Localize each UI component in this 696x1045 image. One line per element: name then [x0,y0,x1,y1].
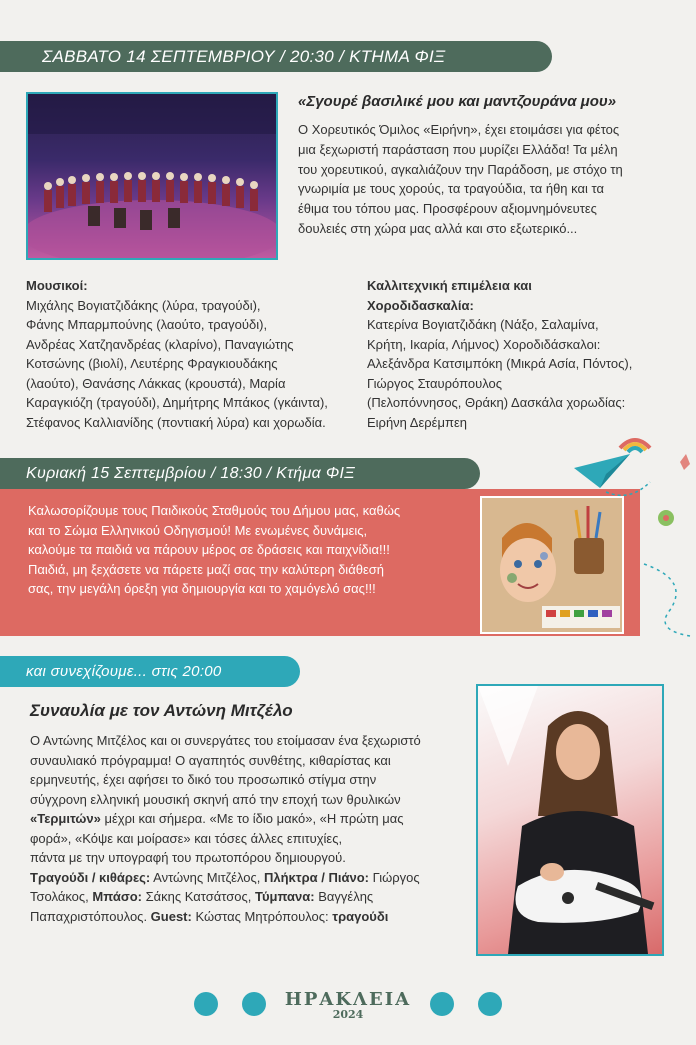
credit-label: Τύμπανα: [254,889,315,904]
event2-line: Παιδιά, μη ξεχάσετε να πάρετε μαζί σας την καλύτερη διάθεσή [28,561,384,577]
artistic-heading-line2: Χοροδιδασκαλία: [367,297,474,313]
credits-line-3 [30,907,462,927]
event2-line: σας, την μεγάλη όρεξη για δημιουργία και το χαμόγελό σας!!! [28,581,376,596]
paper-plane-rainbow-decoration [570,432,696,542]
credit-label: Μπάσο: [92,889,142,904]
artistic-line: Κατερίνα Βογιατζιδάκη (Νάξο, Σαλαμίνα, [367,317,599,332]
musicians-heading: Μουσικοί: [26,278,88,293]
event1-date-text: ΣΑΒΒΑΤΟ 14 ΣΕΠΤΕΜΒΡΙΟΥ / 20:30 / ΚΤΗΜΑ ΦΙΞ [42,46,446,66]
event1-line: έθιμα του τόπου μας. Προσφέρουν αξιομνημόνευτες [298,201,597,217]
artistic-line: Γιώργος Σταυρόπουλος [367,375,502,391]
artistic-line: Ειρήνη Δερέμπεη [367,414,467,430]
musicians-column [26,276,360,432]
event1-line: μια ξεχωριστή παράσταση που μυρίζει Ελλάδα! Τα μέλη [298,141,618,157]
event1-line: του χορευτικού, αγκαλιάζουν την Παράδοση, με στόχο τη [298,161,623,177]
credit-name: Αντώνης Μιτζέλος, [150,869,264,885]
event3-line: σύγχρονη ελληνική μουσική σκηνή από την εποχή των θρυλικών [30,791,401,807]
musicians-line: Μιχάλης Βογιατζιδάκης (λύρα, τραγούδι), [26,297,261,313]
musicians-line: Ανδρέας Χατζηανδρέας (κλαρίνο), Παναγιώτης [26,336,294,352]
credit-name: Τσολάκος, [30,889,93,904]
event3-time-text: και συνεχίζουμε... στις 20:00 [26,663,222,680]
event2-description [28,501,468,599]
event2-line: καλούμε τα παιδιά να πάρουν μέρος σε δράσεις και παιχνίδια!!! [28,542,390,557]
event1-title: «Σγουρέ βασιλικέ μου και μαντζουράνα μου» [298,93,617,110]
artistic-line: Αλεξάνδρα Κατσιμπόκη (Μικρά Ασία, Πόντος), [367,356,633,371]
event2-line: και το Σώμα Ελληνικού Οδηγισμού! Με ενωμένες δυνάμεις, [28,522,368,538]
event2-line: Καλωσορίζουμε τους Παιδικούς Σταθμούς του Δήμου μας, καθώς [28,503,401,518]
event2-date-text: Κυριακή 15 Σεπτεμβρίου / 18:30 / Κτήμα ΦΙΞ [26,464,355,482]
credit-name: Παπαχριστόπουλος. [30,908,151,924]
footer-dot [194,992,218,1016]
event1-line: Ο Χορευτικός Όμιλος «Ειρήνη», έχει ετοιμάσει για φέτος [298,122,620,137]
musicians-line: Στέφανος Καλλιανίδης (ποντιακή λύρα) και χορωδία. [26,414,326,430]
event2-date-banner [0,458,480,489]
event3-line [30,809,462,829]
artistic-heading-line1: Καλλιτεχνική επιμέλεια και [367,278,532,293]
event1-date-banner [0,41,552,72]
musicians-line: Κοτσώνης (βιολί), Λευτέρης Φραγκιουδάκης [26,356,278,371]
logo-year: 2024 [332,1008,364,1021]
event1-line: δουλειές στη χώρα μας αλλά και στο εξωτερικό... [298,220,578,236]
credits-line-1 [30,868,462,888]
termites-band-name: «Τερμιτών» [30,811,101,826]
credit-name: Σάκης Κατσάτσος, [141,889,255,904]
stage-illustration [28,94,276,258]
event3-line: ερμηνευτής, έχει αφήσει το δικό του προσωπικό στίγμα στην [30,772,377,787]
event3-line: συναυλιακό πρόγραμμα! Ο αγαπητός συνθέτης, κιθαρίστας και [30,752,391,768]
credit-name: Γιώργος [368,869,420,885]
event3-title: Συναυλία με τον Αντώνη Μιτζέλο [30,701,293,720]
dashed-swirl-decoration [640,560,696,640]
event3-line: φορά», «Κόψε και μοίρασε» και τόσες άλλες επιτυχίες, [30,830,343,846]
credit-label: Guest: [150,908,192,924]
logo-text: ΗΡΑΚΛΕΙΑ [284,989,412,1010]
dance-performance-photo [26,92,278,260]
credit-label: Πλήκτρα / Πιάνο: [264,869,369,885]
credit-label: Τραγούδι / κιθάρες: [30,869,151,885]
guitarist-illustration [478,686,662,954]
herakleia-logo [266,989,430,1021]
event3-line: πάντα με την υπογραφή του πρωτοπόρου δημιουργού. [30,850,346,865]
credit-name: Κώστας Μητρόπουλος: [191,908,333,924]
footer-dot [478,992,502,1016]
credit-name: Βαγγέλης [314,889,374,904]
artistic-line: Κρήτη, Ικαρία, Λήμνος) Χοροδιδάσκαλοι: [367,336,601,352]
footer-dot [430,992,454,1016]
event3-time-banner [0,656,300,687]
event1-line: γνωριμία με τους χορούς, τα τραγούδια, τα ήθη και τα [298,181,604,197]
event3-line: Ο Αντώνης Μιτζέλος και οι συνεργάτες του ετοίμασαν ένα ξεχωριστό [30,733,421,748]
musicians-line: Φάνης Μπαρμπούνης (λαούτο, τραγούδι), [26,317,268,332]
guitarist-photo [476,684,664,956]
credits-line-2 [30,887,462,907]
event1-description [298,120,670,239]
artistic-line: (Πελοπόννησος, Θράκη) Δασκάλα χορωδίας: [367,395,626,410]
musicians-line: Καραγκιόζη (τραγούδι), Δημήτρης Μπάκος (γκάιντα), [26,395,328,410]
artistic-direction-column [367,276,677,432]
footer-dot [242,992,266,1016]
event3-line-rest: μέχρι και σήμερα. «Με το ίδιο μακό», «Η πρώτη μας [100,811,404,826]
event3-description [30,731,462,926]
credit-role: τραγούδι [332,908,389,924]
musicians-line: (λαούτο), Θανάσης Λάκκας (κρουστά), Μαρία [26,375,286,391]
